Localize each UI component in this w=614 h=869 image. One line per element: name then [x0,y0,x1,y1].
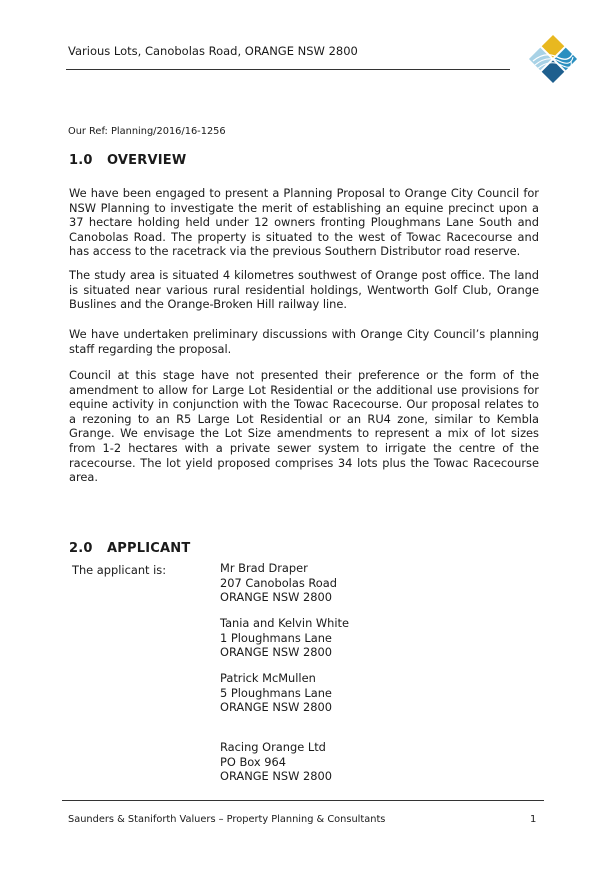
section-number: 1.0 [69,153,93,168]
diamond-logo-icon [527,33,579,85]
reference-line: Our Ref: Planning/2016/16-1256 [68,126,226,137]
overview-paragraph: We have undertaken preliminary discussions with Orange City Council’s planning staff regarding the proposal. [69,327,539,356]
address-town: ORANGE NSW 2800 [220,590,332,605]
address-town: ORANGE NSW 2800 [220,645,332,660]
address-name: Patrick McMullen [220,671,316,685]
address-block [220,561,337,605]
header-divider [66,69,510,70]
section-number: 2.0 [69,541,93,556]
section-heading-overview [69,153,186,168]
address-street: PO Box 964 [220,754,286,769]
page-number: 1 [530,814,537,825]
address-street: 1 Ploughmans Lane [220,630,332,645]
section-title: APPLICANT [107,541,191,556]
overview-paragraph: We have been engaged to present a Planning Proposal to Orange City Council for NSW Planning to investigate the merit of establishing an equine precinct upon a 37 hectare holding held under 12 owners fronting Ploughmans Lane South and Canobolas Road. The property is situated to the west of Towac Racecourse and has access to the racetrack via the previous Southern Distributor road reserve. [69,186,539,259]
overview-paragraph: Council at this stage have not presented their preference or the form of the amendment to allow for Large Lot Residential or the additional use provisions for equine activity in conjunction with the Towac Racecourse. Our proposal relates to a rezoning to an R5 Large Lot Residential or an RU4 zone, similar to Kembla Grange. We envisage the Lot Size amendments to represent a mix of lot sizes from 1-2 hectares with a private sewer system to irrigate the centre of the racecourse. The lot yield proposed comprises 34 lots plus the Towac Racecourse area. [69,368,539,485]
applicant-label: The applicant is: [72,563,167,577]
address-block [220,616,349,660]
address-name: Mr Brad Draper [220,561,308,575]
section-heading-applicant [69,541,190,556]
address-block [220,671,332,715]
address-name: Tania and Kelvin White [220,616,350,630]
address-street: 5 Ploughmans Lane [220,685,332,700]
overview-paragraph: The study area is situated 4 kilometres southwest of Orange post office. The land is situated near various rural residential holdings, Wentworth Golf Club, Orange Buslines and the Orange-Broken Hill railway line. [69,268,539,312]
footer-text: Saunders & Staniforth Valuers – Property Planning & Consultants [68,814,386,825]
address-street: 207 Canobolas Road [220,575,337,590]
address-name: Racing Orange Ltd [220,740,326,754]
address-town: ORANGE NSW 2800 [220,769,332,784]
address-block [220,740,332,784]
header-address: Various Lots, Canobolas Road, ORANGE NSW 2800 [68,44,358,58]
section-title: OVERVIEW [107,153,187,168]
address-town: ORANGE NSW 2800 [220,700,332,715]
footer-divider [62,800,544,801]
